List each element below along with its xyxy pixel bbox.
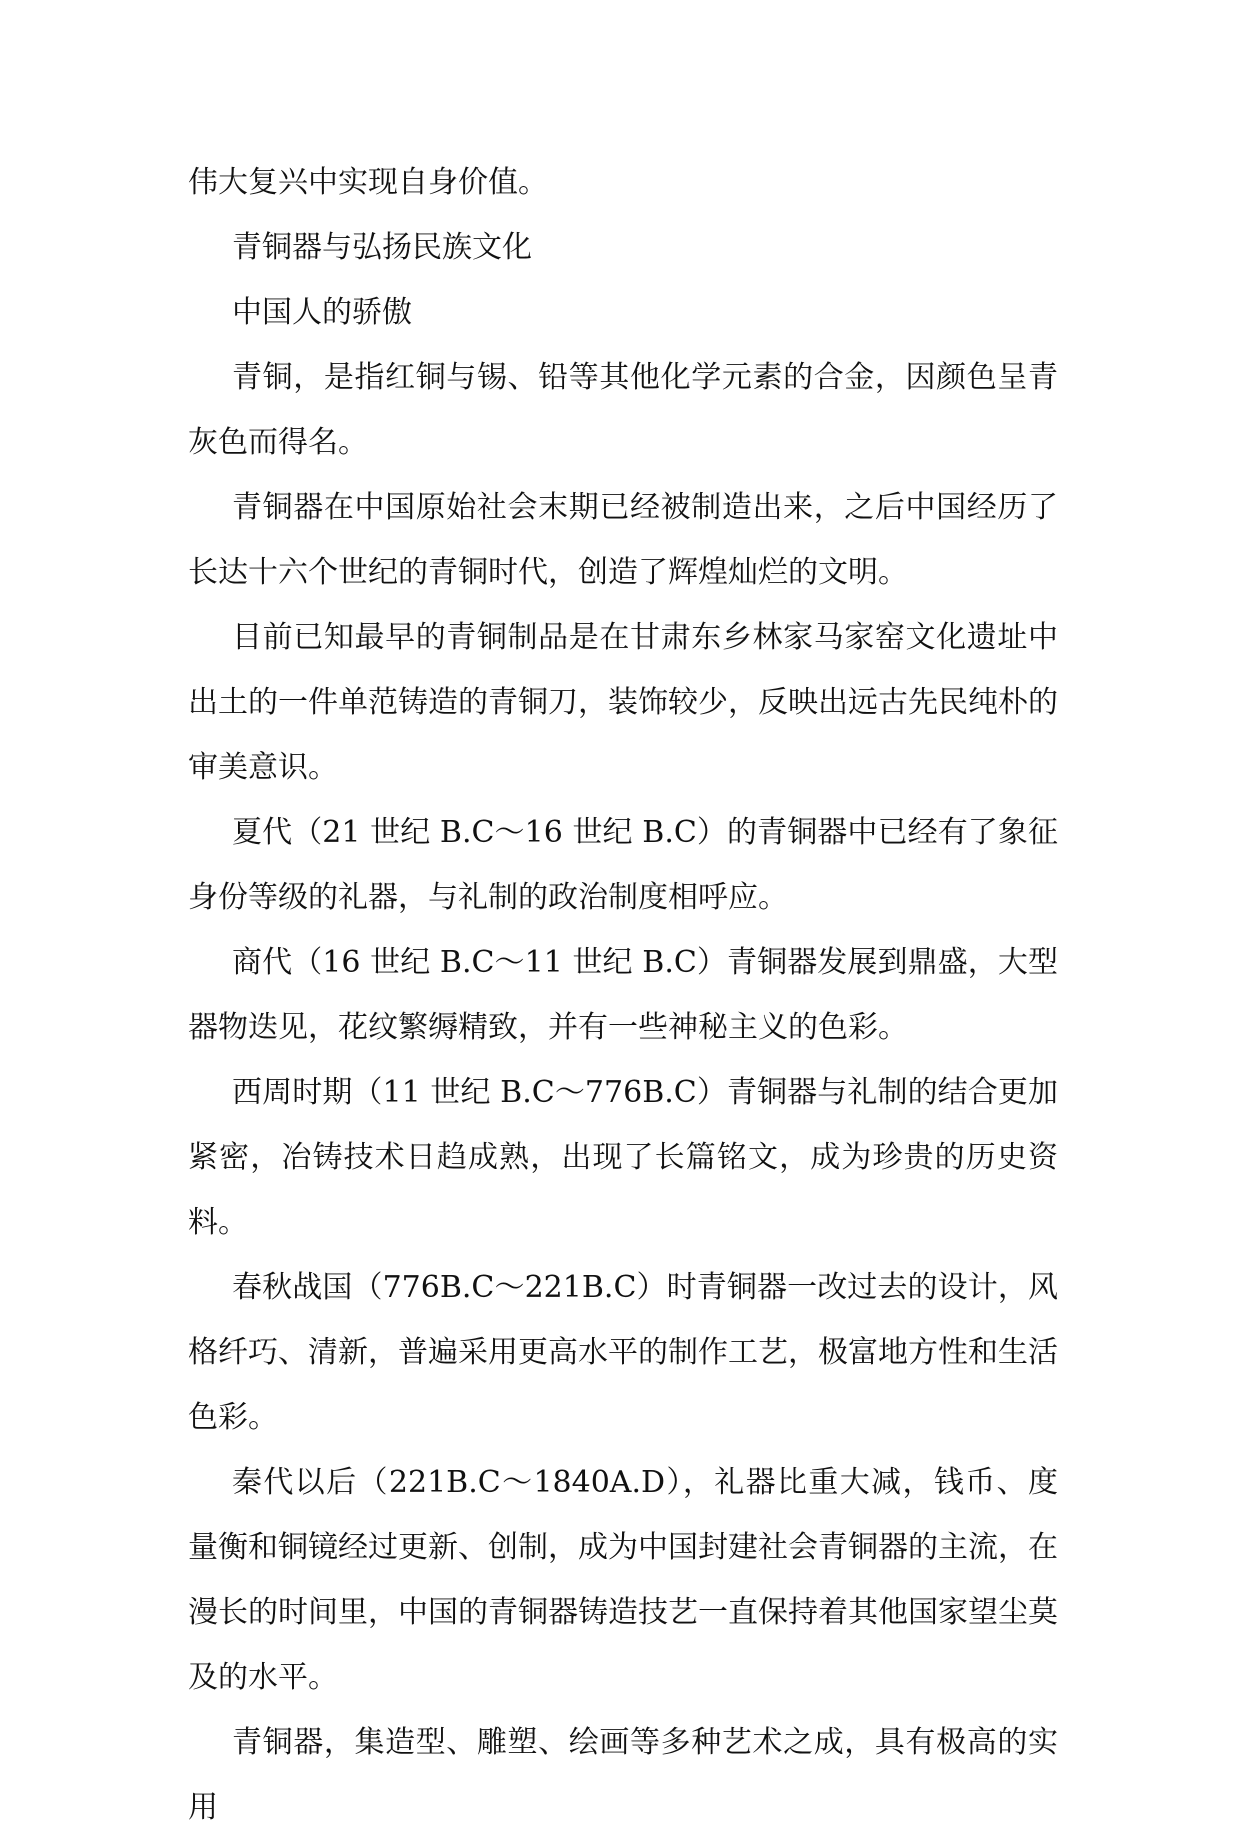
paragraph: 青铜器，集造型、雕塑、绘画等多种艺术之成，具有极高的实用 bbox=[188, 1725, 1058, 1825]
paragraph: 西周时期（11 世纪 B.C～776B.C）青铜器与礼制的结合更加紧密，冶铸技术日趋成熟，出现了长篇铭文，成为珍贵的历史资料。 bbox=[188, 1075, 1058, 1240]
paragraph-continuation: 伟大复兴中实现自身价值。 bbox=[188, 165, 548, 200]
paragraph: 夏代（21 世纪 B.C～16 世纪 B.C）的青铜器中已经有了象征身份等级的礼器，与礼制的政治制度相呼应。 bbox=[188, 815, 1058, 915]
paragraph: 目前已知最早的青铜制品是在甘肃东乡林家马家窑文化遗址中出土的一件单范铸造的青铜刀，装饰较少，反映出远古先民纯朴的审美意识。 bbox=[188, 620, 1058, 785]
section-heading: 青铜器与弘扬民族文化 bbox=[232, 230, 532, 265]
paragraph: 春秋战国（776B.C～221B.C）时青铜器一改过去的设计，风格纤巧、清新，普遍采用更高水平的制作工艺，极富地方性和生活色彩。 bbox=[188, 1270, 1058, 1435]
paragraph: 青铜器在中国原始社会末期已经被制造出来，之后中国经历了长达十六个世纪的青铜时代，创造了辉煌灿烂的文明。 bbox=[188, 490, 1058, 590]
paragraph: 商代（16 世纪 B.C～11 世纪 B.C）青铜器发展到鼎盛，大型器物迭见，花纹繁缛精致，并有一些神秘主义的色彩。 bbox=[188, 945, 1058, 1045]
document-body bbox=[188, 150, 1058, 1840]
paragraph: 秦代以后（221B.C～1840A.D），礼器比重大减，钱币、度量衡和铜镜经过更新、创制，成为中国封建社会青铜器的主流，在漫长的时间里，中国的青铜器铸造技艺一直保持着其他国家望尘莫及的水平。 bbox=[188, 1465, 1058, 1695]
paragraph: 青铜，是指红铜与锡、铅等其他化学元素的合金，因颜色呈青灰色而得名。 bbox=[188, 360, 1058, 460]
subsection-heading: 中国人的骄傲 bbox=[232, 295, 412, 330]
